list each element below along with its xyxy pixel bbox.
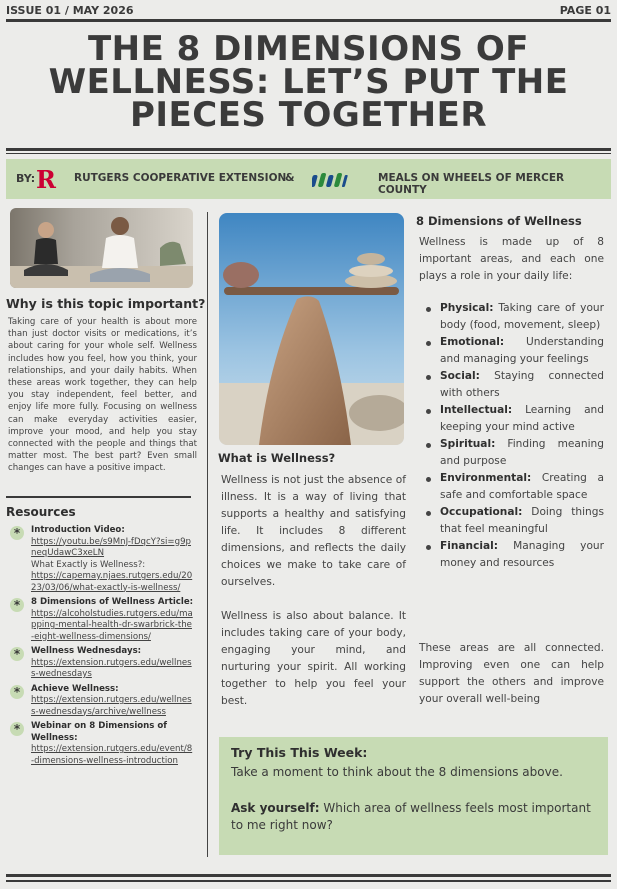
dimension-desc: Staying connected with others xyxy=(440,370,604,399)
dimensions-heading: 8 Dimensions of Wellness xyxy=(416,214,582,228)
dimension-name: Intellectual: xyxy=(440,404,513,416)
resource-title: Achieve Wellness: xyxy=(31,683,119,694)
footer-divider-thin xyxy=(6,880,611,882)
dimension-item xyxy=(422,504,604,538)
asterisk-bullet-icon: * xyxy=(10,598,24,612)
dimension-desc: Understanding and managing your feelings xyxy=(440,336,604,365)
rutgers-logo-letter: R xyxy=(36,166,56,192)
yoga-photo xyxy=(10,208,193,288)
asterisk-bullet-icon: * xyxy=(10,722,24,736)
resource-title: 8 Dimensions of Wellness Article: xyxy=(31,597,194,607)
dimension-name: Physical: xyxy=(440,302,494,314)
title-divider-thin xyxy=(6,153,611,154)
try-instruction: Take a moment to think about the 8 dimensions above. xyxy=(231,765,563,779)
dimension-name: Financial: xyxy=(440,540,499,552)
footer-divider xyxy=(6,874,611,877)
resource-link[interactable]: https://extension.rutgers.edu/wellness-wednesdays/archive/wellness xyxy=(31,695,192,717)
byline-org-meals-on-wheels: MEALS ON WHEELS OF MERCER COUNTY xyxy=(378,172,565,196)
byline-label: BY: xyxy=(16,172,36,185)
resource-title: Webinar on 8 Dimensions of Wellness: xyxy=(31,721,168,743)
column-divider xyxy=(207,212,208,857)
page-title: THE 8 DIMENSIONS OF WELLNESS: LET’S PUT THE PIECES TOGETHER xyxy=(48,29,569,135)
dimensions-outro: These areas are all connected. Improving even one can help support the others and improve your overall well-being xyxy=(419,642,604,705)
dimensions-intro: Wellness is made up of 8 important areas, and each one plays a role in your daily life: xyxy=(419,236,604,282)
resource-subtitle: What Exactly is Wellness?: xyxy=(31,559,146,570)
resource-item xyxy=(10,525,195,594)
why-heading: Why is this topic important? xyxy=(6,296,206,311)
dimensions-list xyxy=(422,300,604,572)
what-paragraph-1: Wellness is not just the absence of illness. It is a way of living that supports a healthy and satisfying life. It includes 8 different dimensions, and reflects the daily choices we make to take care of ourselves. xyxy=(221,474,406,588)
dimension-desc: Doing things that feel meaningful xyxy=(440,506,604,535)
resource-item xyxy=(10,597,195,643)
top-bar xyxy=(6,0,611,22)
dimension-name: Emotional: xyxy=(440,336,505,348)
resource-link[interactable]: https://extension.rutgers.edu/event/8-dimensions-wellness-introduction xyxy=(31,744,193,766)
dimension-item xyxy=(422,300,604,334)
dimension-name: Environmental: xyxy=(440,472,532,484)
resource-item xyxy=(10,684,195,719)
ask-text: Which area of wellness feels most important to me right now? xyxy=(231,801,591,832)
dimension-desc: Creating a safe and comfortable space xyxy=(440,472,604,501)
rutgers-r-logo-icon xyxy=(34,166,58,192)
dimension-name: Spiritual: xyxy=(440,438,496,450)
ask-label: Ask yourself: xyxy=(231,801,320,815)
dimension-desc: Managing your money and resources xyxy=(440,540,604,569)
resource-link[interactable]: https://extension.rutgers.edu/wellness-wednesdays xyxy=(31,657,192,679)
what-paragraph-2: Wellness is also about balance. It includes taking care of your body, engaging your mind, and nurturing your spirit. All working together to help you feel your best. xyxy=(221,610,406,707)
resource-title: Wellness Wednesdays: xyxy=(31,646,142,656)
dimension-desc: Learning and keeping your mind active xyxy=(440,404,604,433)
issue-label: ISSUE 01 / MAY 2026 xyxy=(6,4,134,17)
asterisk-bullet-icon: * xyxy=(10,526,24,540)
page-number: PAGE 01 xyxy=(559,4,611,17)
dimension-item xyxy=(422,436,604,470)
resource-link[interactable]: https://alcoholstudies.rutgers.edu/mapping-mental-health-dr-swarbrick-the-eight-wellness-dimensions/ xyxy=(31,608,193,642)
asterisk-bullet-icon: * xyxy=(10,647,24,661)
resource-link[interactable]: https://youtu.be/s9MnJ-fDqcY?si=g9pneqUdawC3xeLN xyxy=(31,536,191,558)
resources-heading: Resources xyxy=(6,505,76,519)
dimension-item xyxy=(422,368,604,402)
try-question xyxy=(231,800,591,834)
byline-band xyxy=(6,159,611,199)
resources-list xyxy=(10,525,195,770)
resource-link-secondary[interactable]: https://capemay.njaes.rutgers.edu/2023/03/06/what-exactly-is-wellness/ xyxy=(31,571,193,593)
resource-item xyxy=(10,646,195,681)
what-body xyxy=(221,472,406,727)
resource-title: Introduction Video: xyxy=(31,525,125,535)
asterisk-bullet-icon: * xyxy=(10,685,24,699)
byline-org-rutgers: RUTGERS COOPERATIVE EXTENSION xyxy=(74,172,287,184)
dimension-name: Social: xyxy=(440,370,480,382)
byline-ampersand: & xyxy=(285,171,295,184)
dimension-name: Occupational: xyxy=(440,506,523,518)
dimension-item xyxy=(422,402,604,436)
dimension-desc: Taking care of your body (food, movement, sleep) xyxy=(440,302,604,331)
dimension-item xyxy=(422,538,604,572)
try-heading: Try This This Week: xyxy=(231,745,368,760)
try-this-box xyxy=(219,737,608,855)
title-divider xyxy=(6,148,611,151)
balanced-stones-photo xyxy=(219,213,404,445)
left-divider xyxy=(6,496,191,498)
meals-on-wheels-logo-icon xyxy=(312,171,350,189)
dimension-item xyxy=(422,334,604,368)
dimension-item xyxy=(422,470,604,504)
dimension-desc: Finding meaning and purpose xyxy=(440,438,604,467)
resource-item xyxy=(10,721,195,767)
what-heading: What is Wellness? xyxy=(218,451,336,465)
why-paragraph: Taking care of your health is about more than just doctor visits or medications, it’s about caring for your whole self. Wellness includes how you feel, how you think, your relationships, and your daily habits. When these areas work together, they can help you stay independent, feel better, and enjoy life more fully. Focusing on wellness can make everyday activities easier, improve your mood, and help you stay connected with the people and things that matter most. The best part? Even small changes can have a positive impact. xyxy=(8,317,197,474)
